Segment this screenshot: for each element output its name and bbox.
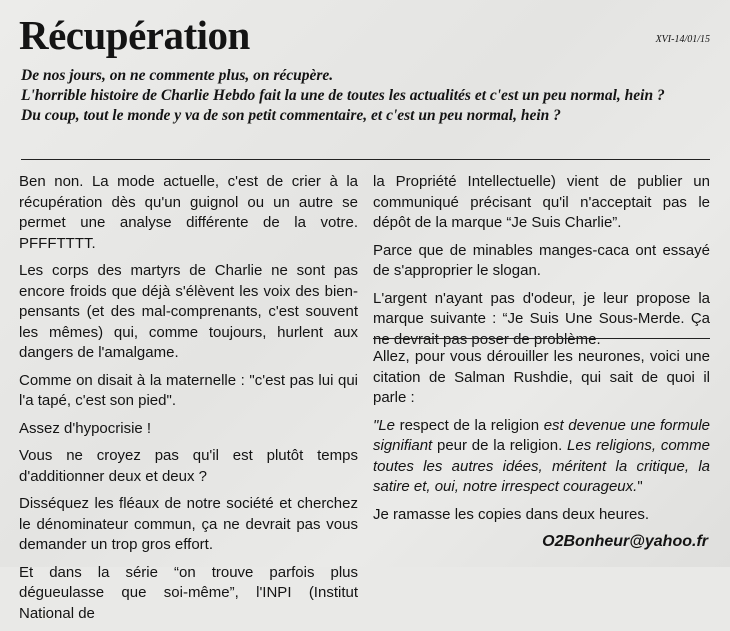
right-column-top xyxy=(373,172,710,357)
rushdie-quote xyxy=(373,416,710,498)
body-paragraph: Ben non. La mode actuelle, c'est de crier à la récupération dès qu'un guignol ou un autre se permet une analyse différente de la votre. PFFFTTTT. xyxy=(19,173,358,252)
body-paragraph: Parce que de minables manges-caca ont essayé de s'approprier le slogan. xyxy=(373,241,710,279)
body-paragraph: Et dans la série “on trouve parfois plus dégueulasse que soi-même”, l'INPI (Institut National de xyxy=(19,563,358,622)
body-paragraph: L'argent n'ayant pas d'odeur, je leur propose la marque suivante : “Je Suis Une Sous-Merde. Ça ne devrait pas poser de problème. xyxy=(373,289,710,348)
lead-line: L'horrible histoire de Charlie Hebdo fait la une de toutes les actualités et c'est un peu normal, hein ? xyxy=(21,87,665,104)
body-paragraph: Assez d'hypocrisie ! xyxy=(19,419,152,437)
body-paragraph: Allez, pour vous dérouiller les neurones, voici une citation de Salman Rushdie, qui sait de quoi il parle : xyxy=(373,348,710,406)
body-paragraph: la Propriété Intellectuelle) vient de publier un communiqué précisant qu'il n'acceptait pas le dépôt de la marque “Je Suis Charlie”. xyxy=(373,173,710,231)
quote-part: peur de la religion. xyxy=(432,437,568,454)
lead-line: Du coup, tout le monde y va de son petit commentaire, et c'est un peu normal, hein ? xyxy=(21,107,561,124)
lead-line: De nos jours, on ne commente plus, on récupère. xyxy=(21,67,334,84)
body-paragraph: Comme on disait à la maternelle : "c'est pas lui qui l'a tapé, c'est son pied". xyxy=(19,371,358,409)
header-divider xyxy=(21,159,710,160)
body-paragraph: Disséquez les fléaux de notre société et cherchez le dénominateur commun, ça ne devrait pas vous demander un trop gros effort. xyxy=(19,495,358,553)
column-divider xyxy=(373,338,710,339)
quote-part: "Le xyxy=(373,416,396,434)
left-column xyxy=(19,172,358,631)
body-paragraph: Les corps des martyrs de Charlie ne sont pas encore froids que déjà s'élèvent les voix des bien-pensants (et des mal-comprenants, c'est souvent les mêmes) qui, comme toujours, hurlent aux dangers de l'amalgame. xyxy=(19,262,358,361)
author-email: O2Bonheur@yahoo.fr xyxy=(542,533,708,550)
page-title: Récupération xyxy=(19,12,250,58)
quote-part: " xyxy=(637,478,643,495)
issue-number: XVI-14/01/15 xyxy=(655,34,710,45)
right-column-bottom xyxy=(373,347,710,532)
quote-part: respect de la religion xyxy=(395,416,544,434)
quote-part: est devenue une formule signifiant xyxy=(373,416,710,454)
body-paragraph: Vous ne croyez pas qu'il est plutôt temps d'additionner deux et deux ? xyxy=(19,447,358,485)
lead-paragraph xyxy=(21,66,711,126)
quote-part: Les religions, comme toutes les autres idées, méritent la critique, la satire et, oui, notre irrespect courageux. xyxy=(373,437,711,495)
closing-line: Je ramasse les copies dans deux heures. xyxy=(373,505,649,523)
